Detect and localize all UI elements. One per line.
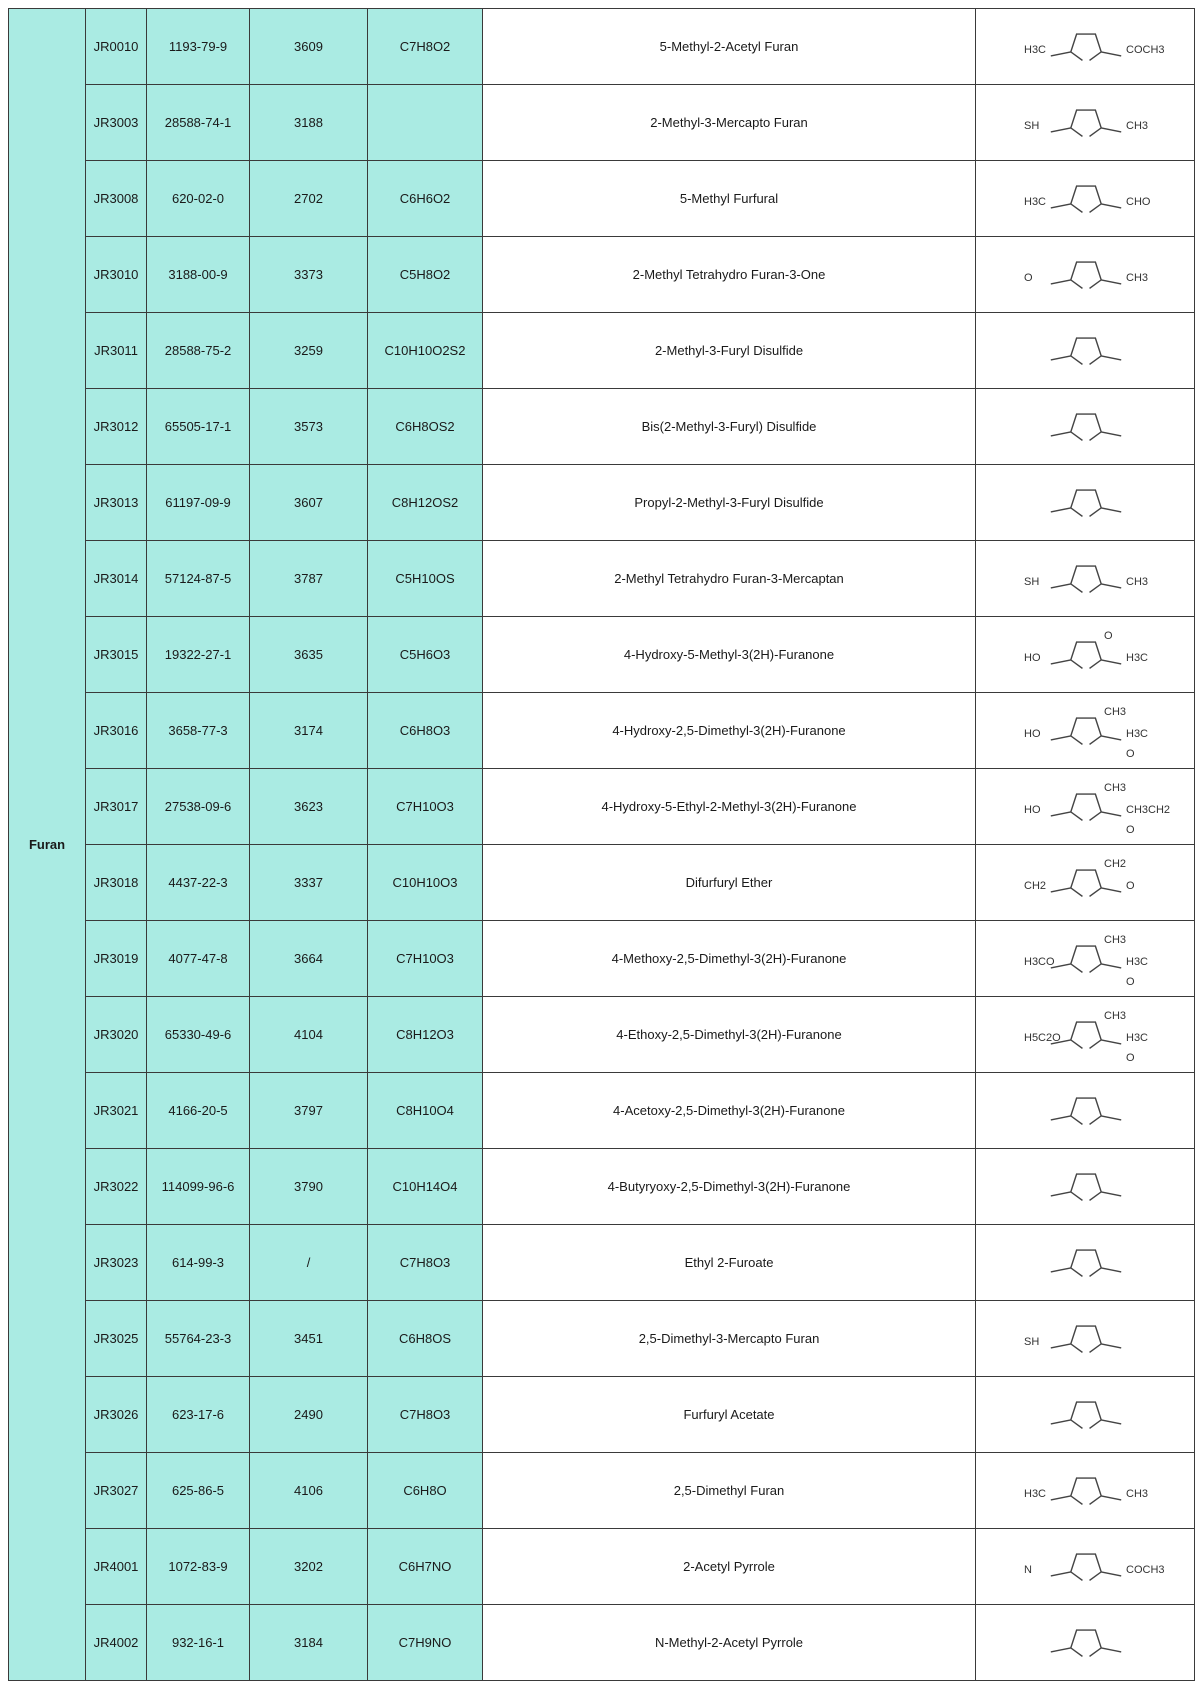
structure-diagram (976, 1457, 1195, 1525)
code-cell: JR3014 (86, 541, 147, 617)
code-cell: JR0010 (86, 9, 147, 85)
structure-diagram (976, 1153, 1195, 1221)
cas-cell: 57124-87-5 (147, 541, 250, 617)
cas-cell: 114099-96-6 (147, 1149, 250, 1225)
fema-cell: 2702 (250, 161, 368, 237)
formula-cell: C10H14O4 (368, 1149, 483, 1225)
structure-cell (976, 1605, 1195, 1681)
structure-label: SH (1024, 1335, 1040, 1348)
formula-cell: C5H8O2 (368, 237, 483, 313)
structure-cell (976, 921, 1195, 997)
name-cell: 4-Butyryoxy-2,5-Dimethyl-3(2H)-Furanone (483, 1149, 976, 1225)
name-cell: Difurfuryl Ether (483, 845, 976, 921)
structure-label: O (1126, 747, 1135, 760)
table-row (9, 389, 1195, 465)
name-cell: 4-Hydroxy-5-Methyl-3(2H)-Furanone (483, 617, 976, 693)
structure-label: H3C (1126, 727, 1149, 740)
structure-cell (976, 997, 1195, 1073)
code-cell: JR3011 (86, 313, 147, 389)
code-cell: JR3003 (86, 85, 147, 161)
product-table (8, 8, 1195, 1681)
code-cell: JR4001 (86, 1529, 147, 1605)
fema-cell: 3635 (250, 617, 368, 693)
structure-label: HO (1024, 803, 1041, 816)
name-cell: 2,5-Dimethyl Furan (483, 1453, 976, 1529)
structure-cell (976, 1073, 1195, 1149)
cas-cell: 3658-77-3 (147, 693, 250, 769)
structure-diagram (976, 469, 1195, 537)
name-cell: 4-Ethoxy-2,5-Dimethyl-3(2H)-Furanone (483, 997, 976, 1073)
cas-cell: 28588-74-1 (147, 85, 250, 161)
name-cell: Bis(2-Methyl-3-Furyl) Disulfide (483, 389, 976, 465)
fema-cell: 3202 (250, 1529, 368, 1605)
name-cell: N-Methyl-2-Acetyl Pyrrole (483, 1605, 976, 1681)
cas-cell: 19322-27-1 (147, 617, 250, 693)
structure-label: COCH3 (1126, 1563, 1165, 1576)
structure-label: H3C (1024, 1487, 1047, 1500)
structure-cell (976, 617, 1195, 693)
structure-label: SH (1024, 575, 1040, 588)
structure-diagram (976, 393, 1195, 461)
table-row (9, 465, 1195, 541)
fema-cell: 3609 (250, 9, 368, 85)
structure-diagram (976, 1305, 1195, 1373)
cas-cell: 623-17-6 (147, 1377, 250, 1453)
structure-cell (976, 9, 1195, 85)
table-row (9, 617, 1195, 693)
formula-cell: C6H7NO (368, 1529, 483, 1605)
structure-diagram (976, 13, 1195, 81)
table-row (9, 1301, 1195, 1377)
structure-label: HO (1024, 727, 1041, 740)
fema-cell: 4104 (250, 997, 368, 1073)
structure-label: H3C (1126, 1031, 1149, 1044)
formula-cell: C6H8OS2 (368, 389, 483, 465)
table-row (9, 9, 1195, 85)
name-cell: Propyl-2-Methyl-3-Furyl Disulfide (483, 465, 976, 541)
fema-cell: 3184 (250, 1605, 368, 1681)
code-cell: JR3016 (86, 693, 147, 769)
structure-diagram (976, 925, 1195, 993)
code-cell: JR3022 (86, 1149, 147, 1225)
structure-cell (976, 693, 1195, 769)
name-cell: 2-Methyl-3-Mercapto Furan (483, 85, 976, 161)
name-cell: 4-Hydroxy-5-Ethyl-2-Methyl-3(2H)-Furanone (483, 769, 976, 845)
structure-label: O (1126, 879, 1135, 892)
structure-label: CH2 (1104, 857, 1127, 870)
code-cell: JR3017 (86, 769, 147, 845)
structure-cell (976, 1225, 1195, 1301)
name-cell: 5-Methyl-2-Acetyl Furan (483, 9, 976, 85)
fema-cell: 3373 (250, 237, 368, 313)
structure-cell (976, 161, 1195, 237)
structure-label: CH3 (1126, 575, 1149, 588)
structure-label: CH3 (1104, 933, 1127, 946)
code-cell: JR3008 (86, 161, 147, 237)
structure-label: HO (1024, 651, 1041, 664)
cas-cell: 625-86-5 (147, 1453, 250, 1529)
name-cell: 2-Methyl Tetrahydro Furan-3-One (483, 237, 976, 313)
name-cell: 2-Acetyl Pyrrole (483, 1529, 976, 1605)
structure-cell (976, 541, 1195, 617)
structure-cell (976, 1149, 1195, 1225)
structure-diagram (976, 545, 1195, 613)
table-row (9, 313, 1195, 389)
structure-diagram (976, 1001, 1195, 1069)
structure-label: CH2 (1024, 879, 1047, 892)
structure-cell (976, 1301, 1195, 1377)
fema-cell: 3797 (250, 1073, 368, 1149)
table-row (9, 237, 1195, 313)
structure-diagram (976, 317, 1195, 385)
structure-label: CH3CH2 (1126, 803, 1171, 816)
formula-cell: C8H10O4 (368, 1073, 483, 1149)
table-row (9, 541, 1195, 617)
cas-cell: 55764-23-3 (147, 1301, 250, 1377)
cas-cell: 4437-22-3 (147, 845, 250, 921)
structure-label: H3C (1024, 43, 1047, 56)
formula-cell: C6H8O (368, 1453, 483, 1529)
table-row (9, 161, 1195, 237)
structure-label: CH3 (1126, 119, 1149, 132)
table-row (9, 1073, 1195, 1149)
structure-label: N (1024, 1563, 1032, 1576)
cas-cell: 65330-49-6 (147, 997, 250, 1073)
fema-cell: / (250, 1225, 368, 1301)
structure-label: H3C (1126, 955, 1149, 968)
name-cell: 4-Hydroxy-2,5-Dimethyl-3(2H)-Furanone (483, 693, 976, 769)
formula-cell: C7H10O3 (368, 921, 483, 997)
table-row (9, 921, 1195, 997)
structure-label: SH (1024, 119, 1040, 132)
structure-diagram (976, 1229, 1195, 1297)
cas-cell: 3188-00-9 (147, 237, 250, 313)
fema-cell: 3188 (250, 85, 368, 161)
structure-diagram (976, 1609, 1195, 1677)
product-sheet (8, 8, 1194, 1679)
table-row (9, 693, 1195, 769)
name-cell: 4-Acetoxy-2,5-Dimethyl-3(2H)-Furanone (483, 1073, 976, 1149)
formula-cell: C7H9NO (368, 1605, 483, 1681)
structure-diagram (976, 89, 1195, 157)
fema-cell: 3259 (250, 313, 368, 389)
code-cell: JR3012 (86, 389, 147, 465)
formula-cell: C8H12O3 (368, 997, 483, 1073)
fema-cell: 3790 (250, 1149, 368, 1225)
structure-cell (976, 237, 1195, 313)
cas-cell: 1193-79-9 (147, 9, 250, 85)
formula-cell: C8H12OS2 (368, 465, 483, 541)
table-row (9, 85, 1195, 161)
category-cell: Furan (9, 9, 86, 1681)
cas-cell: 4077-47-8 (147, 921, 250, 997)
structure-label: O (1104, 629, 1113, 642)
formula-cell: C6H8OS (368, 1301, 483, 1377)
structure-diagram (976, 621, 1195, 689)
name-cell: Furfuryl Acetate (483, 1377, 976, 1453)
table-row (9, 1377, 1195, 1453)
structure-cell (976, 85, 1195, 161)
code-cell: JR3020 (86, 997, 147, 1073)
formula-cell: C5H10OS (368, 541, 483, 617)
structure-diagram (976, 1077, 1195, 1145)
fema-cell: 3174 (250, 693, 368, 769)
structure-cell (976, 389, 1195, 465)
structure-label: O (1126, 1051, 1135, 1064)
structure-cell (976, 465, 1195, 541)
structure-label: CHO (1126, 195, 1151, 208)
formula-cell: C7H8O2 (368, 9, 483, 85)
code-cell: JR3013 (86, 465, 147, 541)
cas-cell: 620-02-0 (147, 161, 250, 237)
table-row (9, 1605, 1195, 1681)
cas-cell: 4166-20-5 (147, 1073, 250, 1149)
formula-cell: C7H10O3 (368, 769, 483, 845)
cas-cell: 614-99-3 (147, 1225, 250, 1301)
structure-diagram (976, 849, 1195, 917)
cas-cell: 61197-09-9 (147, 465, 250, 541)
structure-diagram (976, 1381, 1195, 1449)
formula-cell: C5H6O3 (368, 617, 483, 693)
table-row (9, 1225, 1195, 1301)
name-cell: 2-Methyl-3-Furyl Disulfide (483, 313, 976, 389)
structure-diagram (976, 1533, 1195, 1601)
structure-cell (976, 1529, 1195, 1605)
name-cell: Ethyl 2-Furoate (483, 1225, 976, 1301)
structure-label: H3C (1126, 651, 1149, 664)
structure-label: O (1126, 823, 1135, 836)
formula-cell: C6H6O2 (368, 161, 483, 237)
fema-cell: 3573 (250, 389, 368, 465)
fema-cell: 3607 (250, 465, 368, 541)
fema-cell: 2490 (250, 1377, 368, 1453)
formula-cell: C6H8O3 (368, 693, 483, 769)
structure-label: CH3 (1104, 705, 1127, 718)
cas-cell: 27538-09-6 (147, 769, 250, 845)
code-cell: JR3015 (86, 617, 147, 693)
cas-cell: 28588-75-2 (147, 313, 250, 389)
structure-diagram (976, 165, 1195, 233)
table-row (9, 769, 1195, 845)
cas-cell: 932-16-1 (147, 1605, 250, 1681)
table-row (9, 1149, 1195, 1225)
structure-label: COCH3 (1126, 43, 1165, 56)
formula-cell: C7H8O3 (368, 1225, 483, 1301)
structure-diagram (976, 697, 1195, 765)
fema-cell: 3664 (250, 921, 368, 997)
structure-cell (976, 769, 1195, 845)
structure-label: H3C (1024, 195, 1047, 208)
structure-cell (976, 845, 1195, 921)
code-cell: JR3026 (86, 1377, 147, 1453)
name-cell: 4-Methoxy-2,5-Dimethyl-3(2H)-Furanone (483, 921, 976, 997)
code-cell: JR3025 (86, 1301, 147, 1377)
cas-cell: 65505-17-1 (147, 389, 250, 465)
code-cell: JR3027 (86, 1453, 147, 1529)
code-cell: JR4002 (86, 1605, 147, 1681)
name-cell: 2-Methyl Tetrahydro Furan-3-Mercaptan (483, 541, 976, 617)
structure-label: CH3 (1104, 781, 1127, 794)
structure-label: O (1126, 975, 1135, 988)
structure-label: O (1024, 271, 1033, 284)
structure-cell (976, 1377, 1195, 1453)
formula-cell: C7H8O3 (368, 1377, 483, 1453)
structure-cell (976, 313, 1195, 389)
fema-cell: 3787 (250, 541, 368, 617)
name-cell: 5-Methyl Furfural (483, 161, 976, 237)
fema-cell: 3337 (250, 845, 368, 921)
fema-cell: 4106 (250, 1453, 368, 1529)
structure-label: CH3 (1126, 1487, 1149, 1500)
structure-label: H3CO (1024, 955, 1055, 968)
structure-cell (976, 1453, 1195, 1529)
code-cell: JR3021 (86, 1073, 147, 1149)
fema-cell: 3623 (250, 769, 368, 845)
code-cell: JR3010 (86, 237, 147, 313)
fema-cell: 3451 (250, 1301, 368, 1377)
code-cell: JR3023 (86, 1225, 147, 1301)
table-row (9, 997, 1195, 1073)
code-cell: JR3018 (86, 845, 147, 921)
table-row (9, 1453, 1195, 1529)
structure-label: CH3 (1126, 271, 1149, 284)
formula-cell (368, 85, 483, 161)
cas-cell: 1072-83-9 (147, 1529, 250, 1605)
table-row (9, 845, 1195, 921)
code-cell: JR3019 (86, 921, 147, 997)
structure-diagram (976, 241, 1195, 309)
structure-diagram (976, 773, 1195, 841)
formula-cell: C10H10O2S2 (368, 313, 483, 389)
formula-cell: C10H10O3 (368, 845, 483, 921)
structure-label: CH3 (1104, 1009, 1127, 1022)
structure-label: H5C2O (1024, 1031, 1061, 1044)
name-cell: 2,5-Dimethyl-3-Mercapto Furan (483, 1301, 976, 1377)
table-row (9, 1529, 1195, 1605)
